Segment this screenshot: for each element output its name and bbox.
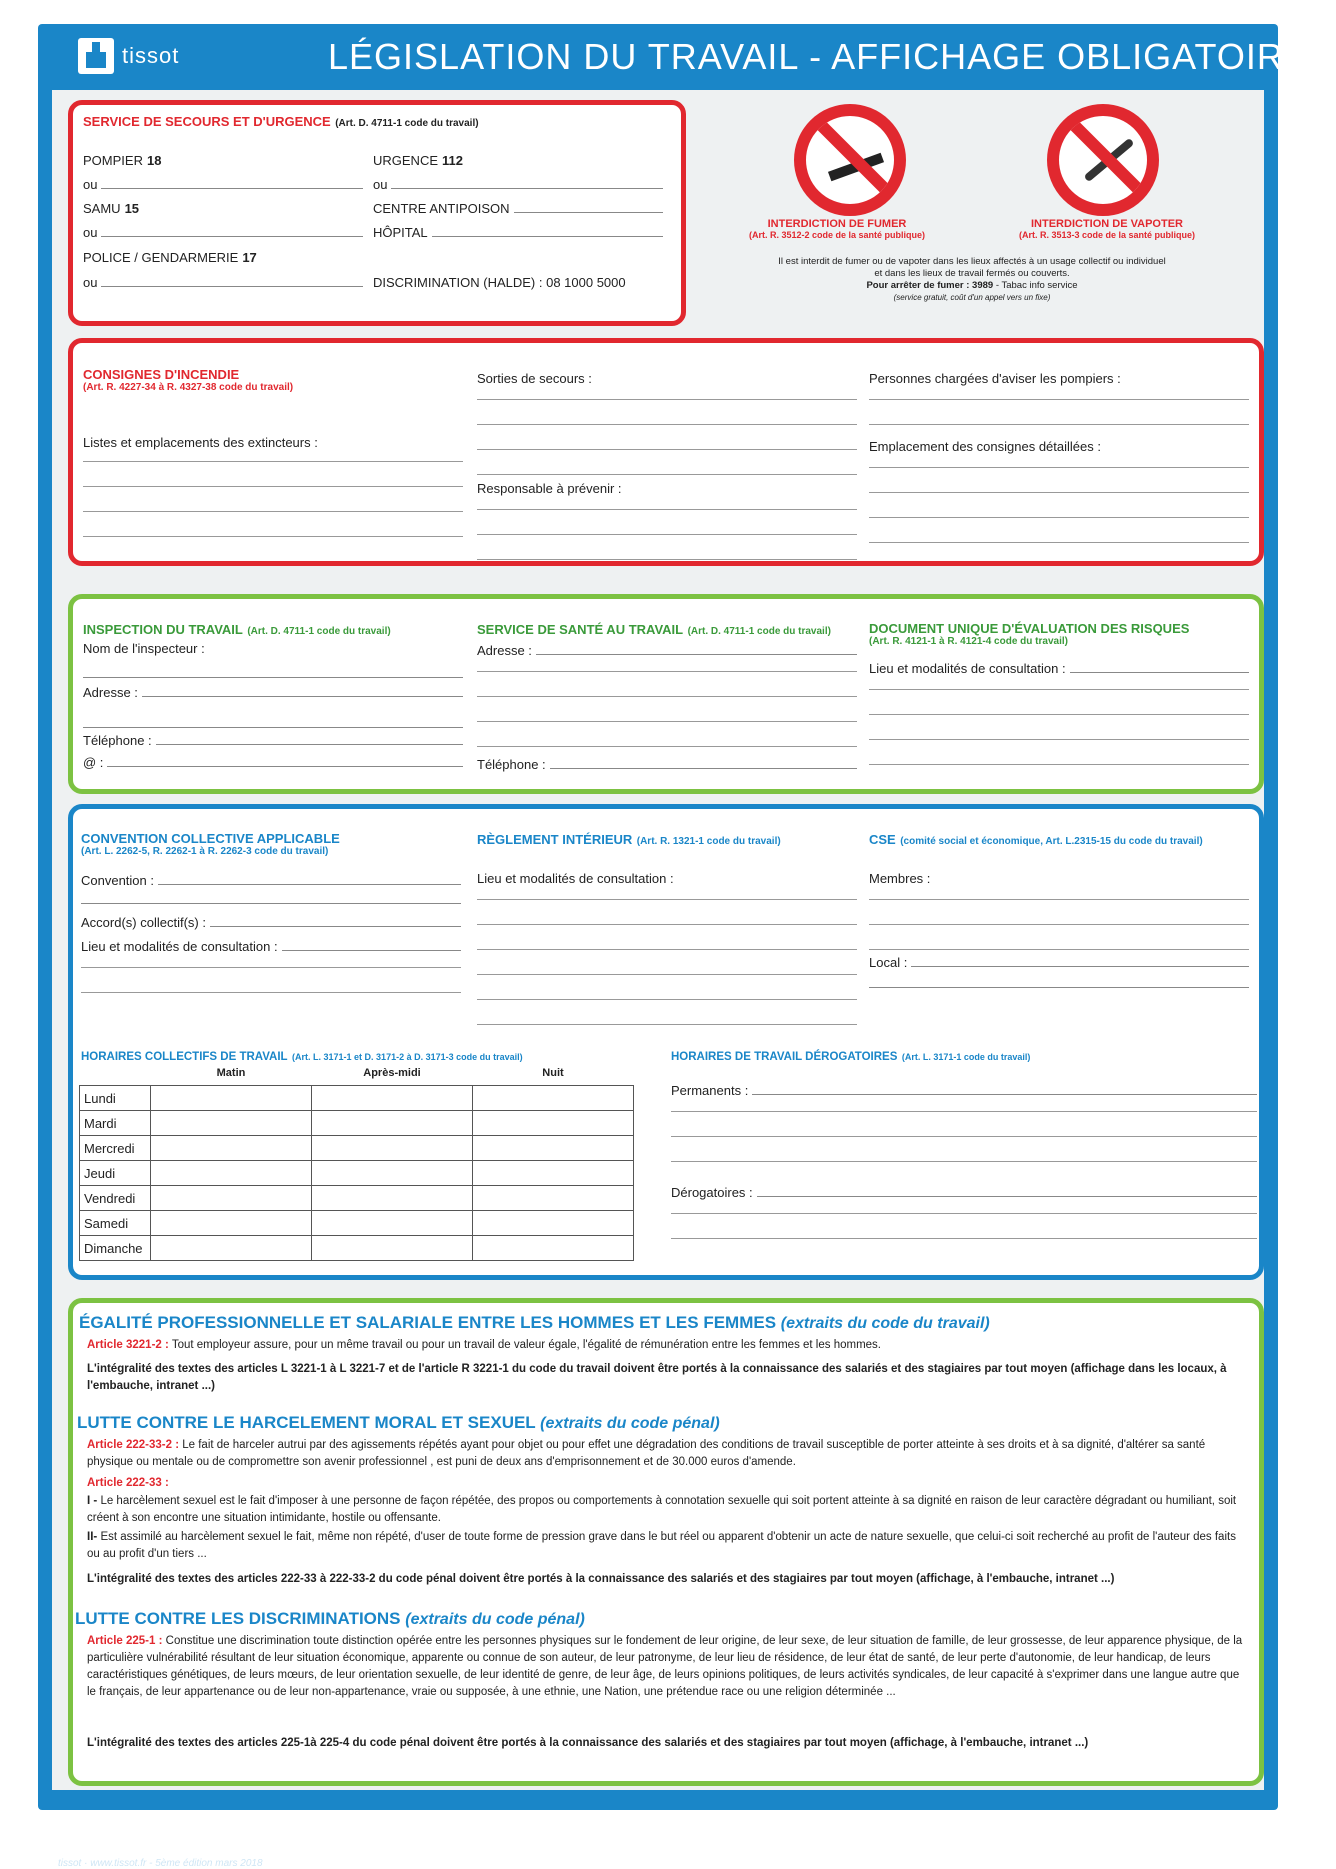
horaires-cell[interactable] (151, 1111, 312, 1136)
horaires-day-label: Vendredi (80, 1186, 151, 1211)
incendie-section (68, 338, 1264, 566)
discrimination-label: DISCRIMINATION (HALDE) : 08 1000 5000 (373, 275, 626, 290)
harcelement-p1-num: I - (87, 1495, 98, 1507)
police-label: POLICE / GENDARMERIE (83, 250, 239, 265)
permanents-label: Permanents : (671, 1083, 749, 1098)
horaires-col-header: Après-midi (363, 1067, 421, 1079)
sante-telephone-label: Téléphone : (477, 757, 546, 772)
horaires-table-wrap (79, 1061, 634, 1261)
derogatoires-heading: HORAIRES DE TRAVAIL DÉROGATOIRES (671, 1051, 898, 1063)
personnes-label: Personnes chargées d'aviser les pompiers : (869, 371, 1121, 386)
horaires-cell[interactable] (312, 1211, 473, 1236)
inspecteur-field[interactable] (83, 677, 463, 678)
police-alt-field[interactable] (101, 286, 363, 287)
permanents-lines[interactable] (671, 1087, 1257, 1162)
harcelement-article-1-label: Article 222-33-2 : (87, 1439, 180, 1451)
sheet (52, 90, 1264, 1869)
interdiction-hotline-label: - Tabac info service (993, 280, 1078, 291)
discriminations-article (87, 1633, 1247, 1701)
convention-label: Convention : (81, 873, 154, 888)
hopital-label: HÔPITAL (373, 225, 428, 240)
sorties-lines[interactable] (477, 375, 857, 475)
discriminations-note: L'intégralité des textes des articles 225-1à 225-4 du code pénal doivent être portés à la connaissance des salariés et des stagiaires par tout moyen (affichage, à l'embauche, intranet ...) (87, 1737, 1089, 1749)
discriminations-article-text: Constitue une discrimination toute distinction opérée entre les personnes physiques sur le fondement de leur origine, de leur sexe, de leur situation de famille, de leur grossesse, de leur apparence physique, de la particulière vulnérabilité résultant de leur situation économique, apparente ou connue de son auteur, de leur patronyme, de leur lieu de résidence, de leur état de santé, de leur perte d'autonomie, de leur handicap, de leurs caractéristiques génétiques, de leurs mœurs, de leur orientation sexuelle, de leur identité de genre, de leur âge, de leurs opinions politiques, de leurs activités syndicales, de leur capacité à s'exprimer dans une langue autre que le français, de leur appartenance ou de leur non-appartenance, vraie ou supposée, à une ethnie, une Nation, une prétendue race ou une religion déterminée ... (87, 1635, 1243, 1698)
logo (78, 38, 179, 74)
ou-label: ou (83, 225, 98, 240)
discriminations-heading-wrap (75, 1609, 585, 1629)
sorties-label: Sorties de secours : (477, 371, 592, 386)
inspection-ref: (Art. D. 4711-1 code du travail) (247, 626, 391, 637)
extincteurs-label: Listes et emplacements des extincteurs : (83, 435, 318, 450)
samu-alt-field[interactable] (101, 236, 363, 237)
cse-local-field[interactable] (911, 966, 1249, 967)
urgence-number: 112 (442, 153, 463, 168)
personnes-lines[interactable] (869, 375, 1249, 425)
harcelement-p1-text: Le harcèlement sexuel est le fait d'imposer à une personne de façon répétée, des propos ou comportements à connotation sexuelle qui soit portent atteinte à sa dignité en raison de leur caractère dégradant ou humiliant, soit créent à son encontre une situation intimidante, hostile ou offensante. (87, 1495, 1237, 1524)
no-smoking-icon (794, 104, 906, 216)
poster (38, 24, 1309, 1869)
tissot-logo-icon (78, 38, 114, 74)
reglement-lines[interactable] (477, 875, 857, 1025)
emplacement-lines[interactable] (869, 443, 1249, 543)
horaires-row (80, 1111, 634, 1136)
horaires-row (80, 1086, 634, 1111)
legal-texts-section (68, 1298, 1264, 1786)
reglement-lieu-label: Lieu et modalités de consultation : (477, 871, 674, 886)
convention-line[interactable] (81, 903, 461, 904)
reglement-ref: (Art. R. 1321-1 code du travail) (636, 836, 781, 847)
cse-ref: (comité social et économique, Art. L.2315-15 du code du travail) (900, 836, 1203, 847)
horaires-cell[interactable] (312, 1186, 473, 1211)
horaires-day-label: Mercredi (80, 1136, 151, 1161)
horaires-day-label: Samedi (80, 1211, 151, 1236)
horaires-heading: HORAIRES COLLECTIFS DE TRAVAIL (81, 1051, 288, 1063)
document-heading: DOCUMENT UNIQUE D'ÉVALUATION DES RISQUES (869, 621, 1190, 636)
page-title: LÉGISLATION DU TRAVAIL - AFFICHAGE OBLIGATOIRE (328, 36, 1309, 77)
horaires-cell[interactable] (151, 1186, 312, 1211)
egalite-heading: ÉGALITÉ PROFESSIONNELLE ET SALARIALE ENTRE LES HOMMES ET LES FEMMES (79, 1313, 777, 1332)
harcelement-heading-wrap (77, 1413, 720, 1433)
no-vaping-icon (1047, 104, 1159, 216)
derogatoires-label: Dérogatoires : (671, 1185, 753, 1200)
pompier-number: 18 (146, 153, 162, 168)
ou-label: ou (83, 177, 98, 192)
egalite-article-text: Tout employeur assure, pour un même travail ou pour un travail de valeur égale, l'égalité de rémunération entre les femmes et les hommes. (171, 1339, 881, 1351)
inspection-heading: INSPECTION DU TRAVAIL (83, 622, 243, 637)
derogatoires-ref: (Art. L. 3171-1 code du travail) (901, 1052, 1031, 1062)
convention-field[interactable] (158, 884, 461, 885)
convention-lieu-label: Lieu et modalités de consultation : (81, 939, 278, 954)
harcelement-article-1 (87, 1437, 1247, 1471)
horaires-cell[interactable] (151, 1161, 312, 1186)
harcelement-p2-num: II- (87, 1531, 98, 1543)
convention-lieu-lines[interactable] (81, 943, 461, 993)
inspection-email-field[interactable] (107, 766, 463, 767)
inspection-email-label: @ : (83, 755, 104, 770)
horaires-table (79, 1061, 634, 1261)
egalite-heading-ref: (extraits du code du travail) (780, 1315, 990, 1332)
cse-membres-lines[interactable] (869, 875, 1249, 950)
horaires-ref: (Art. L. 3171-1 et D. 3171-2 à D. 3171-3 code du travail) (292, 1052, 523, 1062)
horaires-cell[interactable] (473, 1161, 634, 1186)
cse-local-line[interactable] (869, 987, 1249, 988)
secours-section (68, 100, 686, 326)
horaires-cell[interactable] (473, 1186, 634, 1211)
sante-telephone-field[interactable] (550, 768, 857, 769)
horaires-row (80, 1211, 634, 1236)
harcelement-article-2-p1 (87, 1493, 1247, 1527)
cse-local-label: Local : (869, 955, 908, 970)
pompier-alt-field[interactable] (101, 188, 363, 189)
horaires-cell[interactable] (151, 1086, 312, 1111)
police-number: 17 (242, 250, 257, 265)
pompier-label: POMPIER (83, 153, 143, 168)
inspection-telephone-label: Téléphone : (83, 733, 152, 748)
horaires-cell[interactable] (151, 1136, 312, 1161)
inspecteur-label: Nom de l'inspecteur : (83, 641, 205, 656)
samu-label: SAMU (83, 201, 121, 216)
antipoison-field[interactable] (514, 212, 663, 213)
hopital-field[interactable] (432, 236, 663, 237)
horaires-day-label: Dimanche (80, 1236, 151, 1261)
incendie-ref: (Art. R. 4227-34 à R. 4327-38 code du travail) (83, 382, 294, 393)
horaires-cell[interactable] (473, 1236, 634, 1261)
vapoter-title: INTERDICTION DE VAPOTER (1031, 218, 1183, 230)
antipoison-label: CENTRE ANTIPOISON (373, 201, 510, 216)
horaires-cell[interactable] (473, 1211, 634, 1236)
harcelement-article-2-label: Article 222-33 : (87, 1477, 169, 1489)
harcelement-article-2-p2 (87, 1529, 1247, 1563)
interdiction-text-1: Il est interdit de fumer ou de vapoter dans les lieux affectés à un usage collectif ou individuel (778, 256, 1166, 267)
discriminations-heading-ref: (extraits du code pénal) (405, 1611, 585, 1628)
incendie-heading: CONSIGNES D'INCENDIE (83, 367, 240, 382)
horaires-cell[interactable] (312, 1111, 473, 1136)
horaires-cell[interactable] (473, 1136, 634, 1161)
interdiction-hotline: Pour arrêter de fumer : 3989 (866, 280, 994, 291)
convention-ref: (Art. L. 2262-5, R. 2262-1 à R. 2262-3 code du travail) (81, 846, 329, 857)
document-lieu-label: Lieu et modalités de consultation : (869, 661, 1066, 676)
egalite-heading-wrap (79, 1313, 990, 1333)
cse-membres-label: Membres : (869, 871, 931, 886)
harcelement-article-2-label-wrap (87, 1475, 169, 1492)
egalite-article (87, 1337, 1247, 1354)
cse-heading: CSE (869, 832, 896, 847)
horaires-cell[interactable] (312, 1136, 473, 1161)
interdiction-section (692, 100, 1262, 326)
horaires-row (80, 1161, 634, 1186)
derogatoires-lines[interactable] (671, 1189, 1257, 1239)
horaires-corner (80, 1061, 151, 1086)
horaires-col-header: Matin (216, 1067, 246, 1079)
horaires-day-label: Mardi (80, 1111, 151, 1136)
emplacement-label: Emplacement des consignes détaillées : (869, 439, 1101, 454)
extincteurs-lines[interactable] (83, 437, 463, 537)
convention-heading: CONVENTION COLLECTIVE APPLICABLE (81, 831, 340, 846)
inspection-adresse-line[interactable] (83, 727, 463, 728)
interdiction-text-4: (service gratuit, coût d'un appel vers un fixe) (893, 293, 1051, 302)
inspection-adresse-label: Adresse : (83, 685, 138, 700)
sante-ref: (Art. D. 4711-1 code du travail) (687, 626, 831, 637)
fumer-title: INTERDICTION DE FUMER (767, 218, 907, 230)
vapoter-ref: (Art. R. 3513-3 code de la santé publique) (1018, 230, 1196, 240)
responsable-label: Responsable à prévenir : (477, 481, 622, 496)
document-lines[interactable] (869, 665, 1249, 765)
horaires-cell[interactable] (312, 1161, 473, 1186)
horaires-cell[interactable] (151, 1236, 312, 1261)
ou-label: ou (373, 177, 388, 192)
horaires-cell[interactable] (151, 1211, 312, 1236)
horaires-col-header: Nuit (542, 1067, 564, 1079)
horaires-day-label: Jeudi (80, 1161, 151, 1186)
discriminations-heading: LUTTE CONTRE LES DISCRIMINATIONS (75, 1609, 401, 1628)
egalite-article-label: Article 3221-2 : (87, 1339, 169, 1351)
horaires-cell[interactable] (473, 1111, 634, 1136)
urgence-alt-field[interactable] (391, 188, 663, 189)
horaires-row (80, 1186, 634, 1211)
horaires-cell[interactable] (312, 1086, 473, 1111)
inspection-telephone-field[interactable] (156, 744, 463, 745)
horaires-row (80, 1236, 634, 1261)
horaires-cell[interactable] (473, 1086, 634, 1111)
harcelement-heading-ref: (extraits du code pénal) (540, 1415, 720, 1432)
document-ref: (Art. R. 4121-1 à R. 4121-4 code du travail) (869, 636, 1068, 647)
fumer-ref: (Art. R. 3512-2 code de la santé publique) (748, 230, 926, 240)
accords-label: Accord(s) collectif(s) : (81, 915, 206, 930)
ou-label: ou (83, 275, 98, 290)
horaires-day-label: Lundi (80, 1086, 151, 1111)
header (38, 24, 1309, 90)
inspection-section (68, 594, 1264, 794)
egalite-note: L'intégralité des textes des articles L 3221-1 à L 3221-7 et de l'article R 3221-1 du code du travail doivent être portés à la connaissance des salariés et des stagiaires par tout moyen (affichage dans les locaux, à l'embauche, intranet ...) (87, 1363, 1227, 1392)
inspection-adresse-field[interactable] (142, 696, 463, 697)
convention-section (68, 804, 1264, 1280)
horaires-cell[interactable] (312, 1236, 473, 1261)
sante-adresse-lines[interactable] (477, 647, 857, 747)
sante-heading: SERVICE DE SANTÉ AU TRAVAIL (477, 622, 684, 637)
sante-adresse-label: Adresse : (477, 643, 532, 658)
interdiction-text-2: et dans les lieux de travail fermés ou couverts. (874, 268, 1070, 279)
footer: tissot · www.tissot.fr - 5ème édition mars 2018 (58, 1858, 263, 1869)
harcelement-note: L'intégralité des textes des articles 222-33 à 222-33-2 du code pénal doivent être portés à la connaissance des salariés et des stagiaires par tout moyen (affichage, à l'embauche, intranet ...) (87, 1573, 1115, 1585)
logo-text: tissot (122, 43, 180, 68)
urgence-label: URGENCE (373, 153, 439, 168)
responsable-lines[interactable] (477, 485, 857, 560)
harcelement-p2-text: Est assimilé au harcèlement sexuel le fait, même non répété, d'user de toute forme de pression grave dans le but réel ou apparent d'obtenir un acte de nature sexuelle, que celui-ci soit recherché au profit de l'auteur des faits ou au profit d'un tiers ... (87, 1531, 1236, 1560)
harcelement-article-1-text: Le fait de harceler autrui par des agissements répétés ayant pour objet ou pour effet une dégradation des conditions de travail susceptible de porter atteinte à ses droits et à sa dignité, d'altérer sa santé physique ou mentale ou de compromettre son avenir professionnel , est puni de deux ans d'emprisonnement et de 30.000 euros d'amende. (87, 1439, 1206, 1468)
accords-field[interactable] (210, 926, 461, 927)
secours-ref: (Art. D. 4711-1 code du travail) (335, 118, 479, 129)
discriminations-article-label: Article 225-1 : (87, 1635, 163, 1647)
horaires-row (80, 1136, 634, 1161)
reglement-heading: RÈGLEMENT INTÉRIEUR (477, 832, 633, 847)
secours-heading: SERVICE DE SECOURS ET D'URGENCE (83, 114, 331, 129)
samu-number: 15 (124, 201, 140, 216)
harcelement-heading: LUTTE CONTRE LE HARCELEMENT MORAL ET SEXUEL (77, 1413, 536, 1432)
